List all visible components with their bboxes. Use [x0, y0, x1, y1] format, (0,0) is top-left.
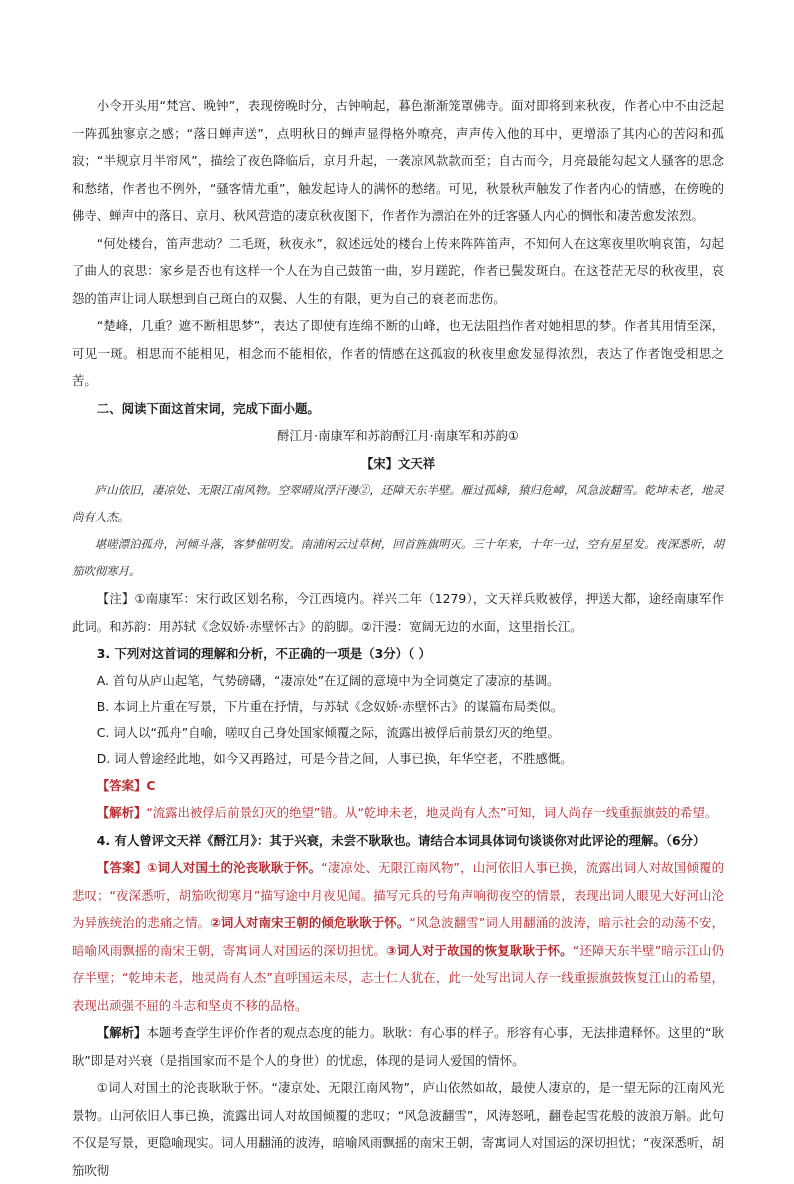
document-page — [72, 92, 724, 1184]
answer-text-1: “凄凉处、无限江南风物”，山河依旧人事已换，流露出词人对故国倾覆的悲叹；“夜深悉听，胡笳吹彻寒月”描写途中月夜见闻。描写元兵的号角声响彻夜空的情景，表现出词人眼见大好河山沦为异族统治的悲痛之情。 — [72, 860, 724, 930]
poem-title: 酹江月·南康军和苏韵酹江月·南康军和苏韵① — [276, 428, 520, 443]
analysis-label: 【解析】 — [96, 1025, 147, 1040]
option-c: C. 词人以“孤舟”自喻，嗟叹自己身处国家倾覆之际，流露出被俘后前景幻灭的绝望。 — [96, 724, 560, 740]
answer-label: 【答案】 — [96, 860, 148, 875]
answer-quote-3: “还障天东半壁” — [572, 942, 662, 958]
option-b: B. 本词上片重在写景，下片重在抒情，与苏轼《念奴娇·赤壁怀古》的谋篇布局类似。 — [96, 698, 564, 714]
poem-stanza-1: 庐山依旧，凄凉处、无限江南风物。空翠晴岚浮汗漫②，还障天东半壁。雁过孤峰，猿归危嶂，风急波翻雪。乾坤未老，地灵尚有人杰。 — [72, 483, 724, 524]
analysis-paragraph-2: “何处楼台，笛声悲动？二毛斑，秋夜永”，叙述远处的楼台上传来阵阵笛声，不知何人在这寒夜里吹响哀笛，勾起了曲人的哀思：家乡是否也有这样一个人在为自己鼓笛一曲，岁月蹉跎，作者已鬓发斑白。在这苍茫无尽的秋夜里，哀怨的笛声让词人联想到自己斑白的双鬓、人生的有限，更为自己的衰老而悲伤。 — [72, 235, 724, 306]
poem-stanza-2: 堪嗟漂泊孤舟，河倾斗落，客梦催明发。南浦闲云过草树，回首旌旗明灭。三十年来，十年一过，空有星星发。夜深悉听，胡笳吹彻寒月。 — [72, 537, 724, 578]
poem-note: 【注】①南康军：宋行政区划名称，今江西境内。祥兴二年（1279），文天祥兵败被俘，押送大都，途经南康军作此词。和苏韵：用苏轼《念奴娇·赤壁怀古》的韵脚。②汗漫：宽阔无边的水面，这里指长江。 — [72, 591, 724, 634]
question-4-stem: 4. 有人曾评文天祥《酹江月》：其于兴衰，未尝不耿耿也。请结合本词具体词句谈谈你对此评论的理解。（6分） — [96, 832, 706, 848]
analysis-text-1: 本题考查学生评价作者的观点态度的能力。耿耿：有心事的样子。形容有心事，无法排遣释怀。这里的“耿耿”即是对兴衰（是指国家而不是个人的身世）的忧虑，体现的是词人爱国的情怀。 — [72, 1025, 725, 1068]
question-3-stem: 3. 下列对这首词的理解和分析，不正确的一项是（3分）（ ） — [96, 646, 431, 661]
answer-point-3: ③词人对于故国的恢复耿耿于怀。 — [386, 942, 573, 958]
answer-text-3: 暗示江山仍存半壁； — [72, 942, 725, 985]
analysis-paragraph-3: “楚峰，几重？遮不断相思梦”，表达了即使有连绵不断的山峰，也无法阻挡作者对她相思的梦。作者其用情至深，可见一斑。相思而不能相见，相念而不能相依，作者的情感在这孤寂的秋夜里愈发显得浓烈，表达了作者饱受相思之苦。 — [72, 318, 724, 388]
analysis-text: “流露出被俘后前景幻灭的绝望”错。从“乾坤未老，地灵尚有人杰”可知，词人尚存一线重振旗鼓的希望。 — [146, 805, 718, 820]
answer-quote-4: “乾坤未老，地灵尚有人杰” — [122, 970, 273, 985]
question-3-analysis — [72, 799, 724, 827]
answer-text-2: “风急波翻雪”词人用翻涌的波涛，暗示社会的动荡不安，暗喻风雨飘摇的南宋王朝，寄寓词人对国运的深切担忧。 — [72, 915, 725, 958]
answer-value: C — [146, 777, 156, 793]
question-4-analysis — [72, 1019, 724, 1074]
question-4-answer — [72, 854, 724, 1019]
question-4-analysis-2: ①词人对国土的沦丧耿耿于怀。“凄京处、无限江南风物”，庐山依然如故，最使人凄京的，是一望无际的江南风光景物。山河依旧人事已换，流露出词人对故国倾覆的悲叹；“风急波翻雪”，风涛怒吼，翻卷起雪花般的波浪万斛。此句不仅是写景，更隐喻现实。词人用翻涌的波涛，暗喻风雨飘摇的南宋王朝，寄寓词人对国运的深切担忧；“夜深悉听，胡笳吹彻 — [72, 1080, 724, 1178]
option-a: A. 首句从庐山起笔，气势磅礴，“凄凉处”在辽阔的意境中为全词奠定了凄凉的基调。 — [96, 672, 560, 688]
question-3-answer — [72, 772, 724, 800]
poem-author: 【宋】文天祥 — [360, 455, 436, 471]
answer-label: 【答案】 — [96, 777, 147, 793]
answer-point-1: ①词人对国土的沦丧耿耿于怀。 — [147, 860, 322, 875]
answer-text-4: 直呼国运未尽，志士仁人犹在，此一处写出词人存一线重振旗鼓恢复江山的希望，表现出顽强不屈的斗志和坚贞不移的品格。 — [72, 970, 725, 1013]
answer-point-2: ②词人对南宋王朝的倾危耿耿于怀。 — [210, 915, 410, 930]
analysis-paragraph-1: 小令开头用“梵宫、晚钟”，表现傍晚时分，古钟响起，暮色渐渐笼罩佛寺。面对即将到来秋夜，作者心中不由泛起一阵孤独寥京之感；“落日蝉声送”，点明秋日的蝉声显得格外嘹亮，声声传入他的耳中，更增添了其内心的苦闷和孤寂；“半规京月半帘风”，描绘了夜色降临后，京月升起，一袭凉风款款而至；自古而今，月亮最能勾起文人骚客的思念和愁绪，作者也不例外，“骚客情尤重”，触发起诗人的满怀的愁绪。可见，秋景秋声触发了作者内心的情感，在傍晚的佛寺、蝉声中的落日、京月、秋风营造的凄京秋夜图下，作者作为漂泊在外的迁客骚人内心的惆怅和凄苦愈发浓烈。 — [72, 98, 724, 223]
section-heading: 二、阅读下面这首宋词，完成下面小题。 — [96, 400, 320, 416]
analysis-label: 【解析】 — [96, 805, 147, 820]
option-d: D. 词人曾途经此地，如今又再路过，可是今昔之间，人事已换，年华空老，不胜感慨。 — [96, 750, 573, 766]
